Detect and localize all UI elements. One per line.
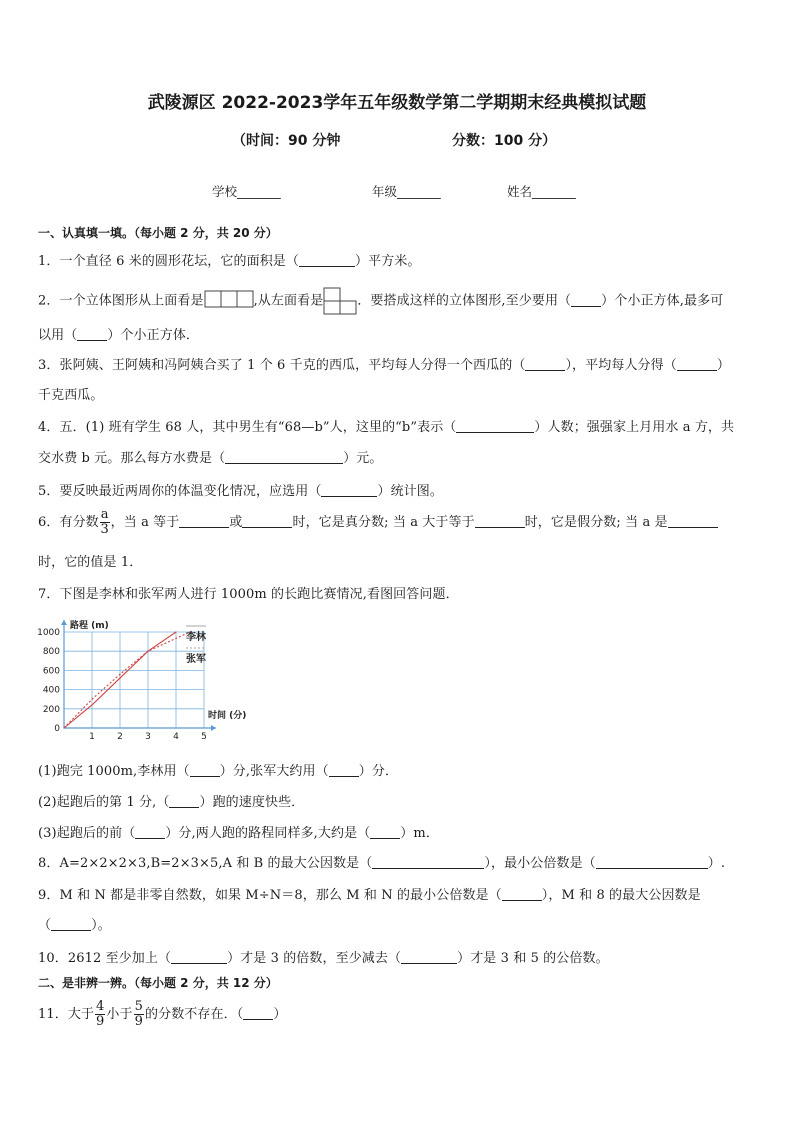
q5-text: 5．要反映最近两周你的体温变化情况，应选用（: [38, 484, 322, 499]
q9-text-open: （: [38, 918, 52, 933]
q3-text-close: ）: [716, 358, 730, 373]
q9-blank-gcd[interactable]: [51, 918, 91, 931]
fraction-5-9: [134, 1000, 144, 1029]
question-2-line-2: [38, 324, 199, 343]
name-field[interactable]: [507, 182, 576, 200]
y-tick-label: 0: [54, 724, 60, 734]
q8-blank-lcm[interactable]: [596, 856, 708, 869]
x-tick-label: 1: [89, 732, 95, 742]
data-point: [119, 674, 120, 675]
name-blank: _______: [532, 184, 576, 199]
q2-text-mid: ．要搭成这样的立体图形,至少要用（: [357, 293, 572, 309]
legend-label: 李林: [186, 632, 206, 643]
question-7: 7．下图是李林和张军两人进行 1000m 的长跑比赛情况,看图回答问题．: [38, 587, 459, 602]
q7-1-blank-a[interactable]: [190, 764, 220, 777]
q6-blank-3[interactable]: [475, 515, 525, 528]
name-label: 姓名: [507, 184, 533, 199]
school-label: 学校: [212, 184, 238, 199]
x-tick-label: 2: [117, 732, 123, 742]
q6-text-b: ，当 a 等于: [110, 515, 180, 530]
q6-text-e: 时，它是假分数; 当 a 是: [524, 515, 668, 530]
q4-text: 4．五．(1) 班有学生 68 人，其中男生有“68—b”人，这里的“b”表示（: [38, 420, 457, 435]
y-tick-label: 400: [42, 685, 60, 696]
q10-text-mid: ）才是 3 的倍数，至少减去（: [227, 951, 402, 966]
fraction-a-over-3: [100, 508, 110, 537]
q2-text: 2．一个立体图形从上面看是: [38, 293, 204, 309]
question-6-line-2: [38, 551, 142, 570]
q4-text-end: ）元。: [343, 451, 383, 466]
exam-score: 分数：100 分）: [452, 133, 557, 149]
q11-text-mid: 小于: [106, 1007, 133, 1022]
data-point: [147, 651, 148, 652]
question-2: [38, 286, 723, 316]
section-1-heading: 一、认真填一填。（每小题 2 分，共 20 分）: [38, 226, 278, 240]
q11-blank[interactable]: [243, 1007, 273, 1020]
question-5: [38, 480, 443, 499]
q7-1-text-mid: ）分,张军大约用（: [219, 764, 329, 779]
question-4: [38, 416, 734, 435]
question-11: [38, 1000, 286, 1029]
fraction-4-9-num: 4: [96, 999, 105, 1014]
q6-text-or: 或: [229, 515, 243, 530]
q11-text-close: ）: [273, 1007, 287, 1022]
question-7-2: [38, 791, 304, 810]
question-9: [38, 884, 701, 903]
question-3: [38, 354, 730, 373]
top-view-figure: [204, 289, 254, 313]
data-point: [91, 699, 92, 700]
data-point: [175, 631, 176, 632]
question-3-line-2: [38, 384, 104, 403]
data-point: [63, 727, 64, 728]
q5-text-end: ）统计图。: [377, 484, 443, 499]
q1-blank[interactable]: [299, 254, 355, 267]
q1-text-end: ）平方米。: [355, 254, 421, 269]
fraction-5-9-num: 5: [134, 999, 143, 1014]
q7-3-text-mid: ）分,两人跑的路程同样多,大约是（: [165, 826, 371, 841]
y-axis-arrow: [61, 620, 67, 625]
q10-text: 10．2612 至少加上（: [38, 951, 172, 966]
q9-blank-lcm[interactable]: [502, 888, 542, 901]
left-view-figure: [323, 286, 357, 316]
q5-blank[interactable]: [321, 484, 377, 497]
x-tick-label: 4: [173, 732, 179, 742]
data-point: [91, 704, 92, 705]
q7-1-blank-b[interactable]: [329, 764, 359, 777]
q8-text: 8．A=2×2×2×3,B=2×3×5,A 和 B 的最大公因数是（: [38, 856, 373, 871]
q7-3-blank-b[interactable]: [370, 826, 400, 839]
q3-text-line2: 千克西瓜。: [38, 388, 104, 403]
grade-label: 年级: [372, 184, 398, 199]
q7-1-text-end: ）分．: [358, 764, 399, 779]
race-line-chart: [30, 612, 247, 752]
q6-text-d: 时，它是真分数; 当 a 大于等于: [292, 515, 475, 530]
school-blank: _______: [237, 184, 281, 199]
q4-blank-price[interactable]: [225, 451, 343, 464]
q10-text-end: ）才是 3 和 5 的公倍数。: [457, 951, 609, 966]
q9-text: 9．M 和 N 都是非零自然数，如果 M÷N＝8，那么 M 和 N 的最小公倍数是（: [38, 888, 502, 903]
y-tick-label: 1000: [37, 628, 60, 638]
q4-blank-b[interactable]: [456, 420, 534, 433]
q3-blank-fraction[interactable]: [525, 358, 565, 371]
q6-text: 6．有分数: [38, 515, 99, 530]
y-tick-label: 200: [42, 704, 60, 715]
q2-text-end: ）个小正方体．: [107, 328, 200, 343]
fraction-4-9: [95, 1000, 105, 1029]
grade-field[interactable]: [372, 182, 441, 200]
q2-blank-min[interactable]: [571, 294, 601, 307]
fraction-5-9-den: 9: [134, 1014, 143, 1029]
series-line-zhangjun: [64, 632, 190, 728]
page-title: 武陵源区 2022-2023学年五年级数学第二学期期末经典模拟试题: [147, 93, 647, 113]
question-4-line-2: [38, 447, 383, 466]
q7-1-text: (1)跑完 1000m,李林用（: [38, 764, 190, 779]
x-axis-label: 时间 (分): [208, 711, 247, 721]
question-9-line-2: [38, 914, 111, 933]
q2-text-line2: 以用（: [38, 328, 78, 343]
x-tick-label: 3: [145, 732, 151, 742]
q2-text-max: ）个小正方体,最多可: [601, 293, 724, 309]
fraction-denominator: 3: [100, 522, 109, 537]
q7-2-text-end: ）跑的速度快些．: [199, 795, 305, 810]
q6-blank-4[interactable]: [668, 515, 718, 528]
section-2-heading: 二、是非辨一辨。（每小题 2 分，共 12 分）: [38, 976, 278, 990]
q4-text-line2: 交水费 b 元。那么每方水费是（: [38, 451, 226, 466]
q3-blank-kg[interactable]: [677, 358, 717, 371]
question-1: [38, 250, 421, 269]
exam-time: （时间：90 分钟: [232, 133, 341, 149]
q8-text-end: ）.: [707, 856, 726, 871]
q6-blank-1[interactable]: [179, 515, 229, 528]
q6-blank-2[interactable]: [242, 515, 292, 528]
q7-3-blank-a[interactable]: [135, 826, 165, 839]
x-axis-arrow: [211, 725, 216, 731]
q9-text-mid: ），M 和 8 的最大公因数是: [541, 888, 701, 903]
q8-text-mid: ），最小公倍数是（: [484, 856, 596, 871]
y-axis-label: 路程 (m): [70, 621, 109, 631]
q10-blank-subtract[interactable]: [401, 951, 457, 964]
data-point: [119, 677, 120, 678]
q7-3-text-end: ）m．: [400, 826, 439, 841]
y-tick-label: 800: [42, 647, 60, 658]
q7-2-blank[interactable]: [169, 795, 199, 808]
q3-text-mid: ），平均每人分得（: [565, 358, 677, 373]
q6-text-line2: 时，它的值是 1．: [38, 555, 143, 570]
fraction-4-9-den: 9: [96, 1014, 105, 1029]
q10-blank-add[interactable]: [171, 951, 227, 964]
q3-text: 3．张阿姨、王阿姨和冯阿姨合买了 1 个 6 千克的西瓜，平均每人分得一个西瓜的（: [38, 358, 526, 373]
q9-text-end: ）。: [91, 918, 111, 933]
q11-text-end: 的分数不存在．（: [145, 1007, 244, 1022]
grade-blank: _______: [397, 184, 441, 199]
question-6: [38, 508, 718, 537]
q4-text-mid: ）人数；强强家上月用水 a 方，共: [534, 420, 735, 435]
x-tick-label: 5: [201, 732, 207, 742]
question-7-1: [38, 760, 398, 779]
question-8: [38, 852, 725, 871]
fraction-numerator: a: [100, 507, 109, 522]
q1-text: 1．一个直径 6 米的圆形花坛，它的面积是（: [38, 254, 300, 269]
q2-blank-max[interactable]: [77, 328, 107, 341]
q8-blank-gcd[interactable]: [372, 856, 484, 869]
q11-text: 11．大于: [38, 1007, 95, 1022]
q2-text-left: ,从左面看是: [253, 293, 324, 309]
legend-label: 张军: [186, 654, 206, 665]
question-10: [38, 947, 609, 966]
y-tick-label: 600: [42, 666, 60, 677]
q7-2-text: (2)起跑后的第 1 分,（: [38, 795, 170, 810]
school-field[interactable]: [212, 182, 281, 200]
q7-3-text: (3)起跑后的前（: [38, 826, 136, 841]
question-7-3: [38, 822, 439, 841]
